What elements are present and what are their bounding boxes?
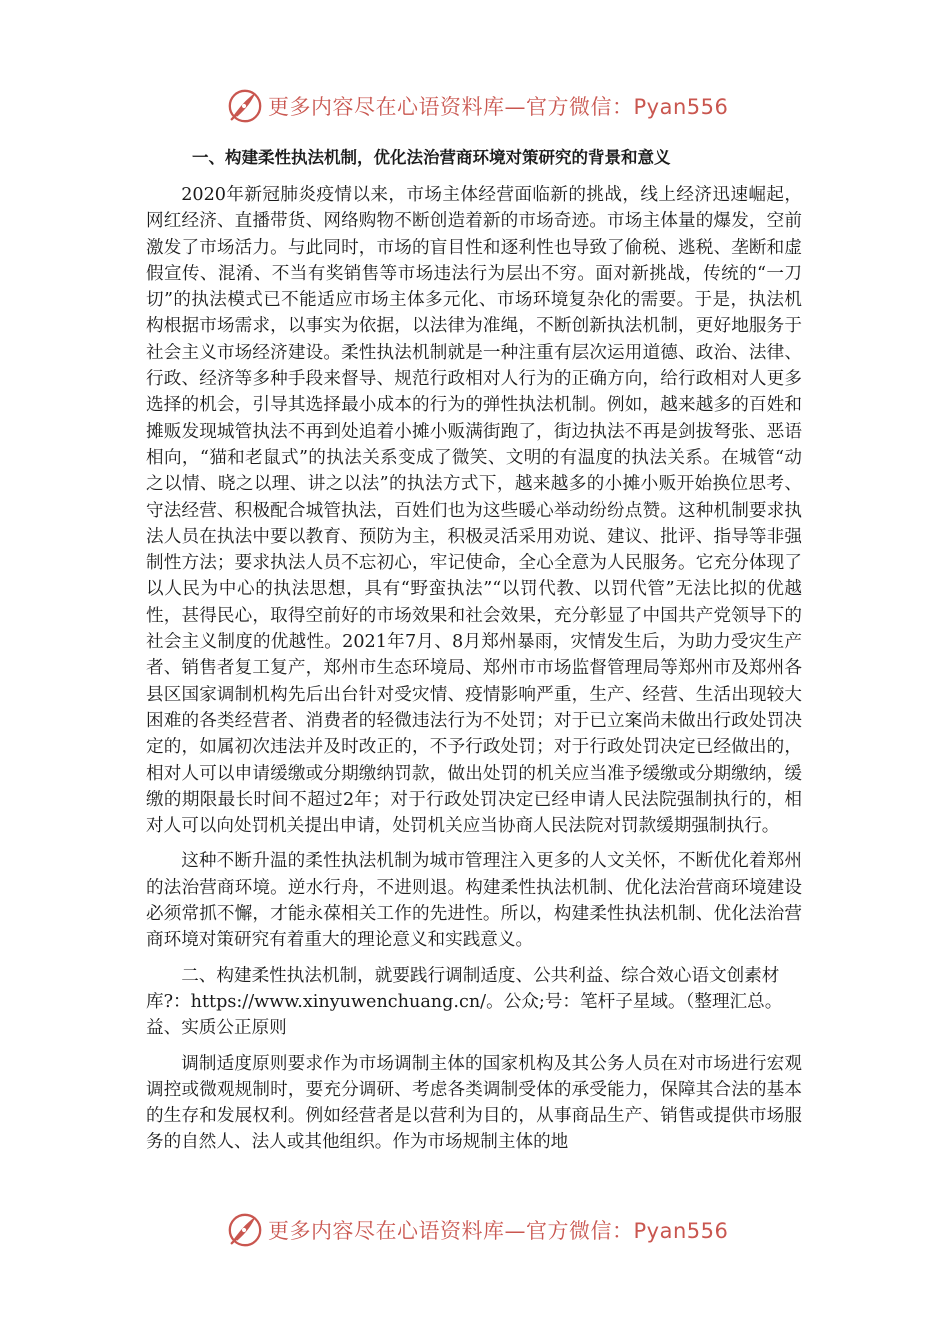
section-2-heading: 二、构建柔性执法机制，就要践行调制适度、公共利益、综合效心语文创素材库?：https://www.xinyuwenchuang.cn/。公众;号：笔杆子星域。（整理汇总。益、实质公正原则 — [146, 965, 783, 1039]
header-banner[interactable] — [226, 86, 746, 126]
paragraph-1: 2020年新冠肺炎疫情以来，市场主体经营面临新的挑战，线上经济迅速崛起，网红经济、直播带货、网络购物不断创造着新的市场奇迹。市场主体量的爆发，空前激发了市场活力。与此同时，市场的盲目性和逐利性也导致了偷税、逃税、垄断和虚假宣传、混淆、不当有奖销售等市场违法行为层出不穷。面对新挑战，传统的“一刀切”的执法模式已不能适应市场主体多元化、市场环境复杂化的需要。于是，执法机构根据市场需求，以事实为依据，以法律为准绳，不断创新执法机制，更好地服务于社会主义市场经济建设。柔性执法机制就是一种注重有层次运用道德、政治、法律、行政、经济等多种手段来督导、规范行政相对人行为的正确方向，给行政相对人更多选择的机会，引导其选择最小成本的行为的弹性执法机制。例如，越来越多的百姓和摊贩发现城管执法不再到处追着小摊小贩满街跑了，街边执法不再是剑拔弩张、恶语相向，“猫和老鼠式”的执法关系变成了微笑、文明的有温度的执法关系。在城管“动之以情、晓之以理、讲之以法”的执法方式下，越来越多的小摊小贩开始换位思考、守法经营、积极配合城管执法，百姓们也为这些暖心举动纷纷点赞。这种机制要求执法人员在执法中要以教育、预防为主，积极灵活采用劝说、建议、批评、指导等非强制性方法；要求执法人员不忘初心，牢记使命，全心全意为人民服务。它充分体现了以人民为中心的执法思想，具有“野蛮执法”“以罚代教、以罚代管”无法比拟的优越性，甚得民心，取得空前好的市场效果和社会效果，充分彰显了中国共产党领导下的社会主义制度的优越性。2021年7月、8月郑州暴雨，灾情发生后，为助力受灾生产者、销售者复工复产，郑州市生态环境局、郑州市市场监督管理局等郑州市及郑州各县区国家调制机构先后出台针对受灾情、疫情影响严重，生产、经营、生活出现较大困难的各类经营者、消费者的轻微违法行为不处罚；对于已立案尚未做出行政处罚决定的，如属初次违法并及时改正的，不予行政处罚；对于行政处罚决定已经做出的，相对人可以申请缓缴或分期缴纳罚款，做出处罚的机关应当准予缓缴或分期缴纳，缓缴的期限最长时间不超过2年；对于行政处罚决定已经申请人民法院强制执行的，相对人可以向处罚机关提出申请，处罚机关应当协商人民法院对罚款缓期强制执行。 — [146, 185, 802, 837]
banner-text: 更多内容尽在心语资料库—官方微信：Pyan556 — [268, 95, 729, 119]
banner-text: 更多内容尽在心语资料库—官方微信：Pyan556 — [268, 1219, 729, 1243]
footer-banner[interactable] — [226, 1210, 746, 1250]
section-1-heading: 一、构建柔性执法机制，优化法治营商环境对策研究的背景和意义 — [192, 148, 671, 167]
pen-nib-logo-icon — [226, 87, 264, 125]
pen-nib-logo-icon — [226, 1211, 264, 1249]
paragraph-3: 调制适度原则要求作为市场调制主体的国家机构及其公务人员在对市场进行宏观调控或微观规制时，要充分调研、考虑各类调制受体的承受能力，保障其合法的基本的生存和发展权利。例如经营者是以营利为目的，从事商品生产、销售或提供市场服务的自然人、法人或其他组织。作为市场规制主体的地 — [146, 1053, 802, 1153]
document-body — [146, 144, 802, 1165]
paragraph-2: 这种不断升温的柔性执法机制为城市管理注入更多的人文关怀，不断优化着郑州的法治营商环境。逆水行舟，不进则退。构建柔性执法机制、优化法治营商环境建设必须常抓不懈，才能永葆相关工作的先进性。所以，构建柔性执法机制、优化法治营商环境对策研究有着重大的理论意义和实践意义。 — [146, 851, 802, 951]
